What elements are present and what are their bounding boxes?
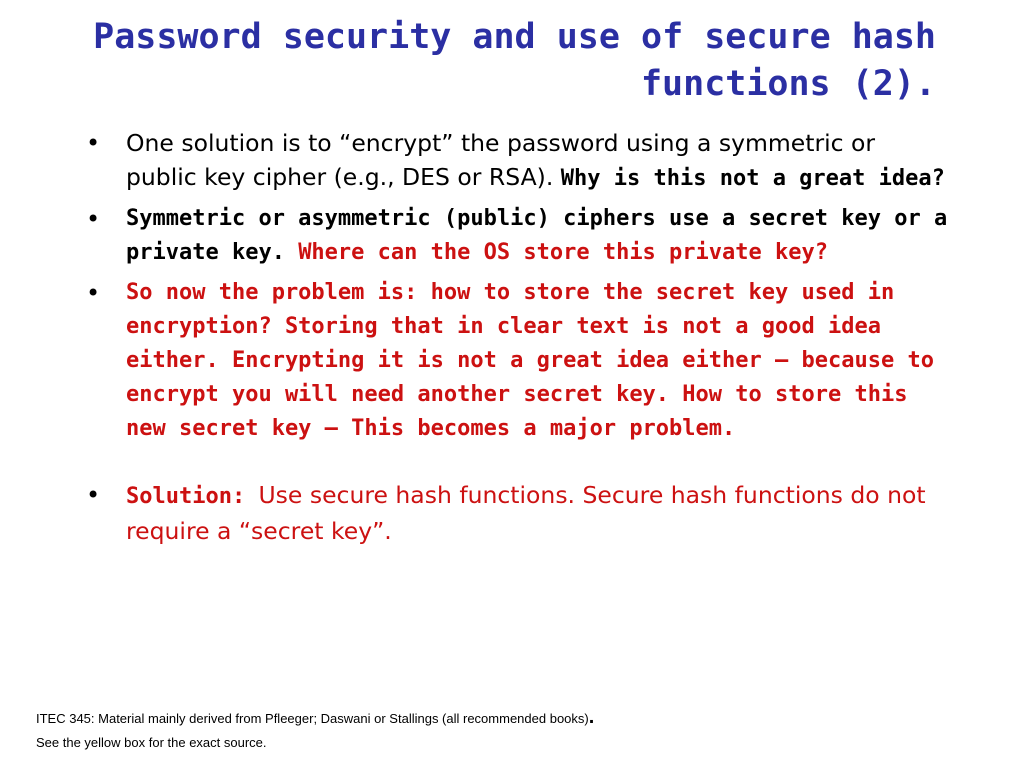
- footer-source-note: [36, 706, 594, 729]
- bullet-icon: •: [86, 205, 101, 233]
- footer-period: .: [588, 706, 595, 728]
- bullet-item-ciphers: [86, 202, 948, 270]
- slide-title: Password security and use of secure hash functions (2).: [93, 17, 936, 104]
- bullet-item-solution: [86, 478, 948, 548]
- bullet-icon: •: [86, 129, 101, 157]
- bullet-question: Why is this not a great idea?: [560, 166, 945, 191]
- bullet-list: [86, 126, 948, 554]
- bullet-text: So now the problem is: how to store the secret key used in encryption? Storing that in clear text is not a good idea either. Encrypting it is not a great idea either – because to encrypt you will need another secret key. How to store this new secret key – This becomes a major problem.: [126, 280, 934, 441]
- bullet-text: Use secure hash functions. Secure hash functions do not require a “secret key”.: [126, 481, 926, 545]
- bullet-icon: •: [86, 481, 101, 509]
- solution-label: Solution:: [126, 484, 259, 509]
- footer-source-text: ITEC 345: Material mainly derived from Pfleeger; Daswani or Stallings (all recommended books): [36, 711, 589, 726]
- bullet-icon: •: [86, 279, 101, 307]
- bullet-text: One solution is to “encrypt” the password using a symmetric or public key cipher (e.g., DES or RSA).: [126, 129, 876, 191]
- bullet-item-problem: [86, 276, 948, 446]
- bullet-text: Symmetric or asymmetric (public) ciphers use a secret key or a private key.: [126, 206, 948, 265]
- footer-yellow-box-note: See the yellow box for the exact source.: [36, 735, 267, 750]
- bullet-question: Where can the OS store this private key?: [298, 240, 828, 265]
- bullet-item-encrypt: [86, 126, 948, 196]
